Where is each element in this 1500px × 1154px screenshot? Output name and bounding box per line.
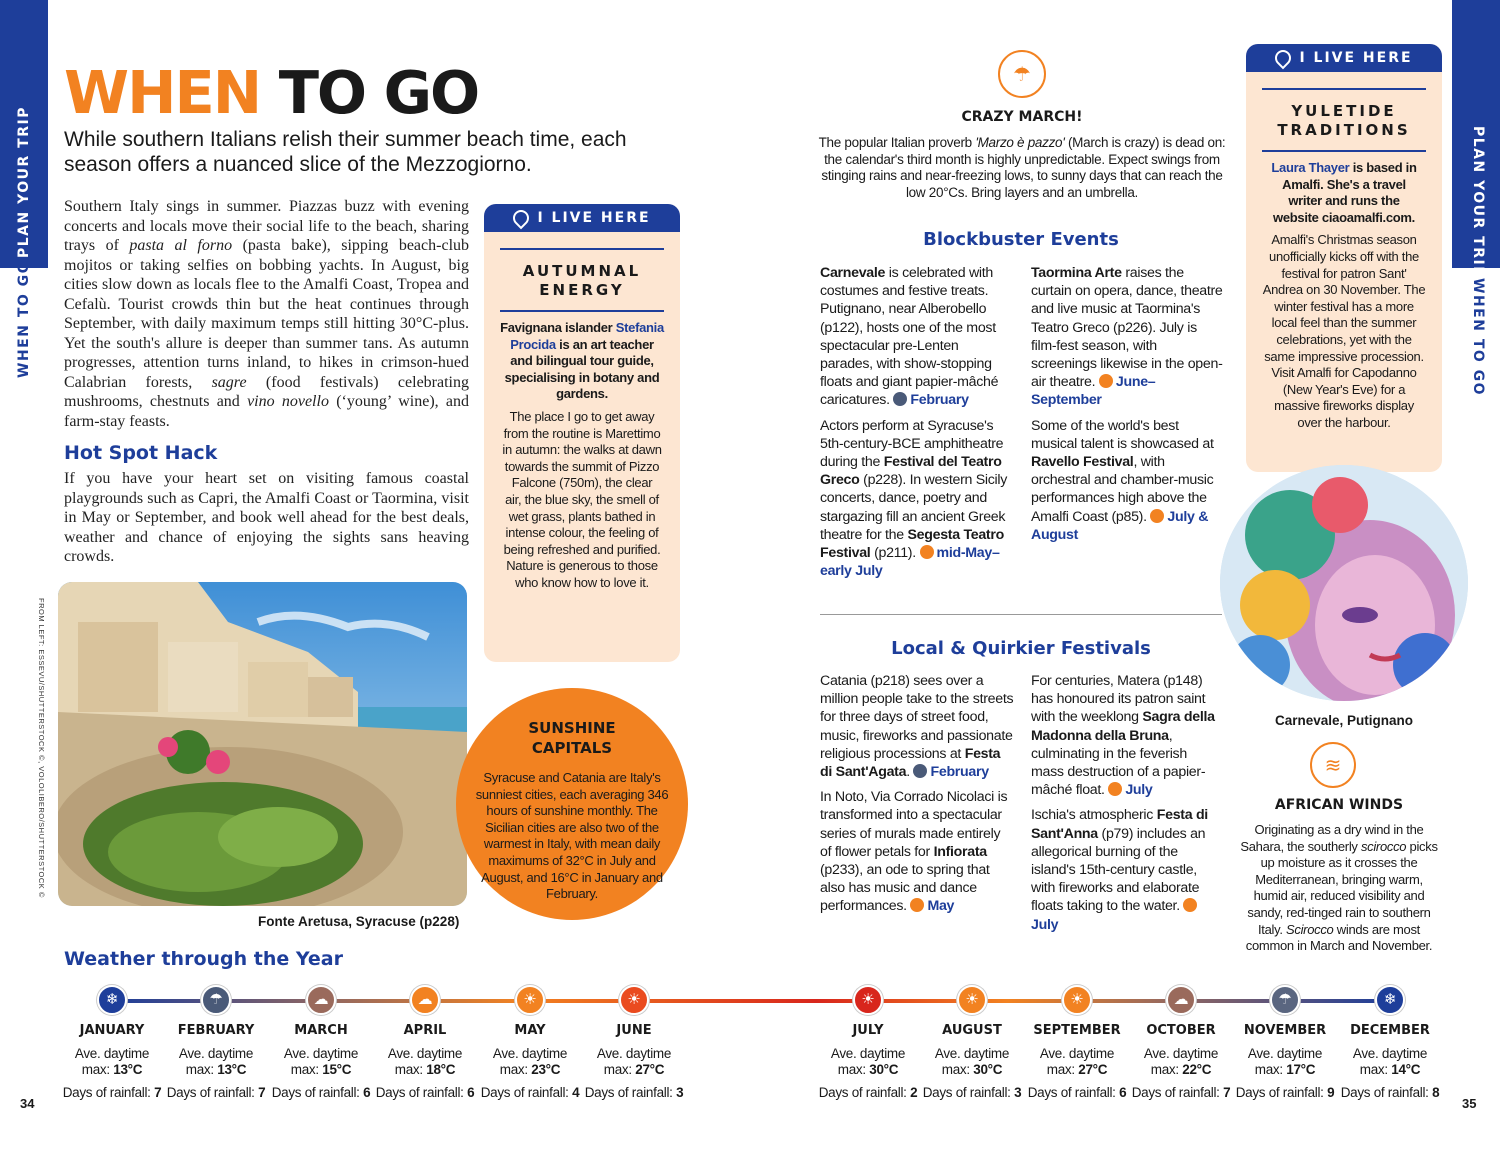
month-name: FEBRUARY — [177, 1023, 255, 1038]
sidebar-plan-your-trip: PLAN YOUR TRIP — [1470, 126, 1486, 278]
max-temp: Ave. daytime max: 22°C — [1143, 1045, 1219, 1077]
sant-anna-entry: Ischia's atmospheric Festa di Sant'Anna (p79) includes an allegorical burning of the island's 15th-century castle, with fireworks and elaborate floats taking to the water. July — [1031, 807, 1208, 933]
max-temp: Ave. daytime max: 15°C — [283, 1045, 359, 1077]
sun-icon: ☀ — [957, 985, 987, 1015]
teatro-greco-entry: Actors perform at Syracuse's 5th-century-BCE amphitheatre during the Festival del Teatro Greco (p228). In western Sicily concerts, dance, poetry and stargazing fill an ancient Greek theatre for the Segesta Teatro Festival (p211). mid-May–early July — [820, 417, 1008, 580]
card-rule — [500, 248, 664, 250]
sidebar-plan-your-trip: PLAN YOUR TRIP — [16, 106, 32, 258]
month-name: NOVEMBER — [1243, 1023, 1327, 1038]
weather-month — [373, 985, 477, 1101]
max-temp: Ave. daytime max: 27°C — [596, 1045, 672, 1077]
rain-cloud-icon: ☂ — [998, 50, 1046, 98]
page-title — [64, 58, 478, 127]
photo2-caption: Carnevale, Putignano — [1274, 713, 1414, 728]
rain-days: Days of rainfall: 9 — [1235, 1084, 1335, 1100]
month-name: SEPTEMBER — [1033, 1023, 1121, 1038]
card-quote: The place I go to get away from the routine is Marettimo in autumn: the walks at dawn towards the summit of Pizzo Falcone (750m), the clear air, the blue sky, the smell of wet grass, plants bathed in intense colour, the feeling of being refreshed and purified. Nature is generous to those who know how to love it. — [502, 408, 662, 590]
ravello-entry: Some of the world's best musical talent is showcased at Ravello Festival, with orchestral and chamber-music performances high above the Amalfi Coast (p85). July & August — [1031, 417, 1214, 543]
rain-days: Days of rainfall: 3 — [584, 1084, 684, 1100]
rain-days: Days of rainfall: 7 — [166, 1084, 266, 1100]
title-word-when: WHEN — [64, 58, 261, 127]
card-quote: Amalfi's Christmas season unofficially kicks off with the festival for patron Sant' Andrea on 30 November. The winter festival has a more local feel than the summer celebrations, yet with the same impressive procession. Visit Amalfi for Capodanno (New Year's Eve) for a massive fireworks display over the harbour. — [1262, 232, 1426, 430]
max-temp: Ave. daytime max: 14°C — [1352, 1045, 1428, 1077]
rain-days: Days of rainfall: 7 — [62, 1084, 162, 1100]
sun-icon: ☀ — [619, 985, 649, 1015]
weather-month — [60, 985, 164, 1101]
cloud-icon — [893, 392, 907, 406]
sun-icon — [1099, 374, 1113, 388]
sun-icon — [920, 545, 934, 559]
card-rule — [1262, 88, 1426, 90]
month-name: APRIL — [403, 1023, 447, 1038]
blockbuster-col-right — [1031, 264, 1223, 551]
local-col-right — [1031, 672, 1223, 941]
fonte-aretusa-photo — [58, 582, 467, 906]
snowflake-icon: ❄ — [1375, 985, 1405, 1015]
carnevale-entry: Carnevale is celebrated with costumes and festive treats. Putignano, near Alberobello (p122), hosts one of the most spectacular pre-Lenten parades, with show-stopping floats and giant papier-mâché caricatures. February — [820, 265, 999, 409]
card-rule — [500, 310, 664, 312]
card-title: YULETIDE TRADITIONS — [1277, 102, 1411, 139]
body-paragraph: Southern Italy sings in summer. Piazzas buzz with evening concerts and locals move their social life to the beach, sharing trays of pasta al forno (pasta bake), sipping beach-club mojitos or taking selfies on bobbing yachts. In August, big cities slow down as locals flee to the Amalfi Coast, Tropea and Cefalù. Tourist crowds thin but the heat continues through September, with daily maximum temps still hitting 30°C-plus. Yet the south's allure is deeper than summer tans. As autumn progresses, attention turns inland, to hikes in crimson-hued Calabrian forests, sagre (food festivals) celebrating mushrooms, chestnuts and vino novello (‘young’ wine), and farm-stay feasts. — [64, 198, 470, 430]
sunshine-title: SUNSHINE CAPITALS — [528, 719, 616, 757]
i-live-here-card-yuletide — [1246, 44, 1442, 472]
local-col-left — [820, 672, 1014, 923]
weather-month — [1233, 985, 1337, 1101]
weather-heading: Weather through the Year — [64, 948, 343, 970]
rain-days: Days of rainfall: 8 — [1340, 1084, 1440, 1100]
rain-days: Days of rainfall: 6 — [271, 1084, 371, 1100]
madonna-bruna-entry: For centuries, Matera (p148) has honoured its patron saint with the weeklong Sagra della Madonna della Bruna, culminating in the feverish mass destruction of a papier-mâché float. July — [1031, 673, 1215, 799]
max-temp: Ave. daytime max: 17°C — [1247, 1045, 1323, 1077]
sidebar-when-to-go: WHEN TO GO — [16, 259, 32, 378]
month-name: DECEMBER — [1350, 1023, 1430, 1038]
max-temp: Ave. daytime max: 30°C — [830, 1045, 906, 1077]
african-winds-text: Originating as a dry wind in the Sahara, the southerly scirocco picks up moisture as it crosses the Mediterranean, bringing warm, humid air, reduced visibility and sandy, red-tinged rain to southern Italy. Scirocco winds are most common in March and November. — [1240, 822, 1438, 954]
snowflake-icon: ❄ — [97, 985, 127, 1015]
month-name: OCTOBER — [1146, 1023, 1216, 1038]
weather-month — [816, 985, 920, 1101]
title-word-to-go: TO GO — [278, 58, 479, 127]
infiorata-entry: In Noto, Via Corrado Nicolaci is transformed into a spectacular series of murals made entirely of flower petals for Infiorata (p233), an ode to spring that also has music and dance performances. May — [820, 789, 1008, 915]
card-header: I LIVE HERE — [484, 204, 680, 232]
carnevale-photo — [1220, 465, 1468, 701]
weather-month — [1025, 985, 1129, 1101]
card-rule — [1262, 150, 1426, 152]
weather-month — [582, 985, 686, 1101]
rain-days: Days of rainfall: 2 — [818, 1084, 918, 1100]
max-temp: Ave. daytime max: 13°C — [74, 1045, 150, 1077]
rain-days: Days of rainfall: 6 — [375, 1084, 475, 1100]
blockbuster-col-left — [820, 264, 1012, 587]
max-temp: Ave. daytime max: 18°C — [387, 1045, 463, 1077]
sun-icon — [910, 898, 924, 912]
intro-text: While southern Italians relish their summer beach time, each season offers a nuanced slice of the Mezzogiorno. — [64, 128, 627, 176]
max-temp: Ave. daytime max: 30°C — [934, 1045, 1010, 1077]
rain-days: Days of rainfall: 4 — [480, 1084, 580, 1100]
sun-icon — [1150, 509, 1164, 523]
month-name: MARCH — [294, 1023, 348, 1038]
sun-cloud-icon: ☁ — [410, 985, 440, 1015]
left-sidebar — [0, 0, 48, 1154]
card-intro: Favignana islander Stefania Procida is an art teacher and bilingual tour guide, specialising in botany and gardens. — [500, 320, 664, 402]
month-name: AUGUST — [942, 1023, 1002, 1038]
taormina-entry: Taormina Arte raises the curtain on opera, dance, theatre and live music at Taormina's Teatro Greco (p226). July is film-fest season, with screenings likewise in the open-air theatre. June–September — [1031, 265, 1223, 409]
page-number-left: 34 — [20, 1096, 35, 1111]
rain-days: Days of rainfall: 7 — [1131, 1084, 1231, 1100]
month-name: JULY — [852, 1023, 884, 1038]
month-name: JANUARY — [79, 1023, 145, 1038]
weather-month — [269, 985, 373, 1101]
hot-spot-heading: Hot Spot Hack — [64, 442, 218, 464]
sun-icon: ☀ — [853, 985, 883, 1015]
wind-icon: ≋ — [1310, 742, 1356, 788]
sunshine-text: Syracuse and Catania are Italy's sunniest cities, each averaging 346 hours of sunshine monthly. The Sicilian cities are also two of the warmest in Italy, with mean daily maximums of 32°C in July and August, and 16°C in January and February. — [475, 770, 669, 902]
i-live-here-card-autumnal — [484, 204, 680, 662]
crazy-march-text: The popular Italian proverb 'Marzo è pazzo' (March is crazy) is dead on: the calendar's third month is highly unpredictable. Expect swings from stinging rains and near-freezing lows, to sunny days that can reach the low 20°Cs. Bring layers and an umbrella. — [818, 135, 1226, 200]
max-temp: Ave. daytime max: 23°C — [492, 1045, 568, 1077]
rain-days: Days of rainfall: 6 — [1027, 1084, 1127, 1100]
weather-month — [1129, 985, 1233, 1101]
sidebar-when-to-go: WHEN TO GO — [1470, 278, 1486, 397]
rain-cloud-icon: ☂ — [1270, 985, 1300, 1015]
card-header: I LIVE HERE — [1246, 44, 1442, 72]
sun-icon — [1183, 898, 1197, 912]
sun-icon — [1108, 782, 1122, 796]
sun-icon: ☀ — [515, 985, 545, 1015]
blockbuster-heading: Blockbuster Events — [923, 229, 1119, 250]
sun-cloud-icon: ☁ — [1166, 985, 1196, 1015]
max-temp: Ave. daytime max: 13°C — [178, 1045, 254, 1077]
month-name: JUNE — [616, 1023, 652, 1038]
african-winds-title: AFRICAN WINDS — [1274, 797, 1404, 813]
cloud-icon — [913, 764, 927, 778]
weather-month — [478, 985, 582, 1101]
card-title: AUTUMNAL ENERGY — [522, 262, 642, 299]
local-festivals-heading: Local & Quirkier Festivals — [891, 638, 1151, 659]
max-temp: Ave. daytime max: 27°C — [1039, 1045, 1115, 1077]
sant-agata-entry: Catania (p218) sees over a million people take to the streets for three days of street food, music, fireworks and passionate religious processions at Festa di Sant'Agata. February — [820, 673, 1014, 781]
sun-cloud-icon: ☁ — [306, 985, 336, 1015]
weather-month — [164, 985, 268, 1101]
rain-cloud-icon: ☂ — [201, 985, 231, 1015]
month-name: MAY — [514, 1023, 546, 1038]
weather-month — [1338, 985, 1442, 1101]
card-intro: Laura Thayer is based in Amalfi. She's a travel writer and runs the website ciaoamalfi.com. — [1271, 160, 1417, 225]
weather-month — [920, 985, 1024, 1101]
sun-icon: ☀ — [1062, 985, 1092, 1015]
photo-credit: FROM LEFT: ESSEVU/SHUTTERSTOCK ©, VOLOLIBERO/SHUTTERSTOCK © — [37, 598, 46, 898]
rain-days: Days of rainfall: 3 — [922, 1084, 1022, 1100]
section-divider — [820, 614, 1222, 615]
crazy-march-title: CRAZY MARCH! — [961, 109, 1083, 125]
sunshine-capitals-circle — [456, 688, 688, 920]
location-pin-icon — [510, 207, 533, 230]
photo1-caption: Fonte Aretusa, Syracuse (p228) — [258, 914, 460, 929]
page-number-right: 35 — [1462, 1096, 1477, 1111]
hot-spot-text: If you have your heart set on visiting famous coastal playgrounds such as Capri, the Amalfi Coast or Taormina, visit in May or September, and book well ahead for the best deals, weather and chance of enjoying the sights sans heaving crowds. — [64, 470, 469, 565]
location-pin-icon — [1272, 47, 1295, 70]
